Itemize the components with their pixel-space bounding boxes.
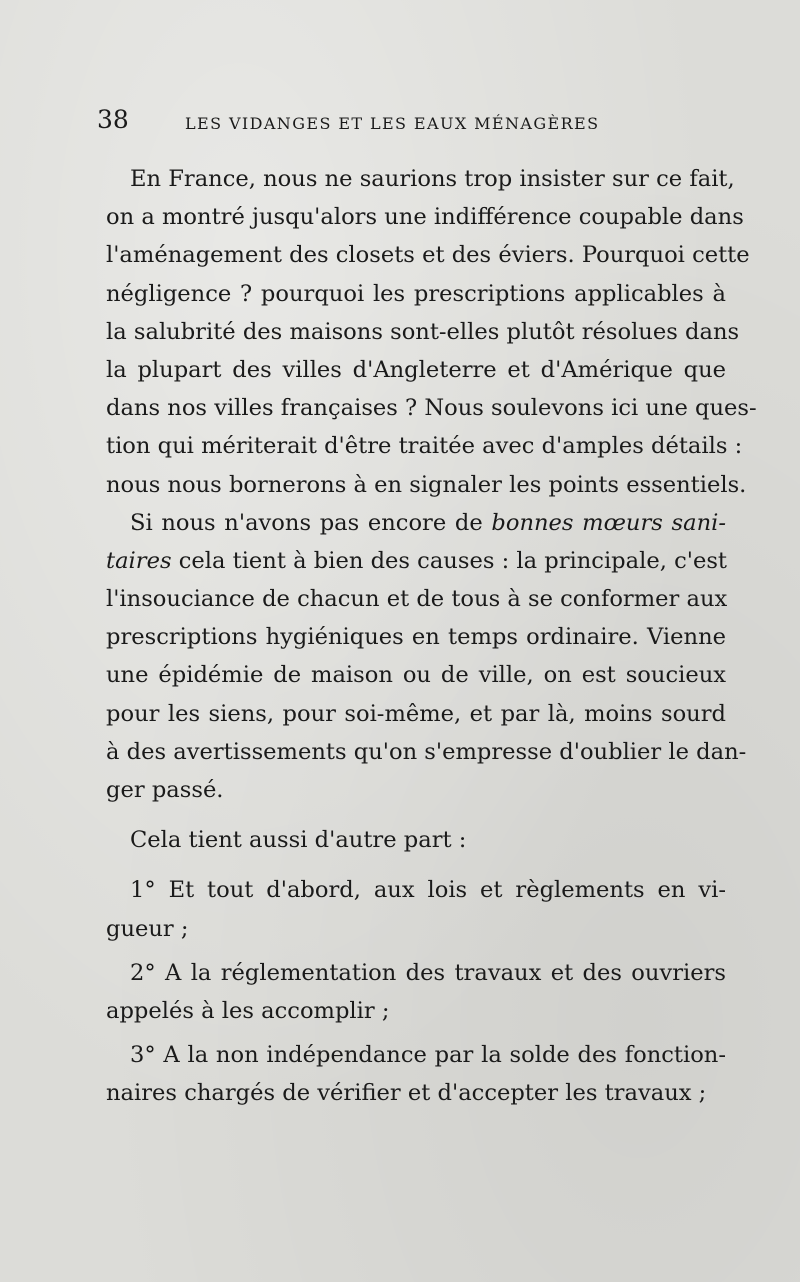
text-line: dans nos villes françaises ? Nous soulevons ici une ques- — [106, 395, 757, 422]
text-line: En France, nous ne saurions trop insister sur ce fait, — [130, 166, 735, 192]
page-header — [97, 104, 642, 144]
text-line: 3° A la non indépendance par la solde des fonction- — [130, 1042, 726, 1069]
text-line — [106, 542, 726, 580]
text-line: appelés à les accomplir ; — [106, 997, 390, 1024]
list-item — [106, 871, 726, 947]
text-line: l'aménagement des closets et des éviers. Pourquoi cette — [106, 242, 750, 269]
text-line: négligence ? pourquoi les prescriptions applicables à — [106, 280, 726, 307]
paragraph-1 — [106, 160, 757, 504]
text-line: 1° Et tout d'abord, aux lois et règlements en vi- — [130, 877, 726, 904]
text-line: une épidémie de maison ou de ville, on est soucieux — [106, 662, 726, 689]
list-item — [106, 954, 726, 1030]
text-line: la plupart des villes d'Angleterre et d'Amérique que — [106, 356, 726, 383]
italic-text: taires — [106, 547, 172, 574]
text-run: Si nous n'avons pas encore de — [130, 509, 492, 536]
text-line: tion qui mériterait d'être traitée avec d'amples détails : — [106, 433, 743, 460]
text-line: nous nous bornerons à en signaler les points essentiels. — [106, 471, 747, 498]
paragraph-3 — [106, 821, 726, 859]
text-line: prescriptions hygiéniques en temps ordinaire. Vienne — [106, 624, 726, 651]
text-line: 2° A la réglementation des travaux et des ouvriers — [130, 959, 726, 986]
text-line: pour les siens, pour soi-même, et par là, moins sourd — [106, 700, 726, 727]
running-title: LES VIDANGES ET LES EAUX MÉNAGÈRES — [185, 114, 600, 133]
text-line: l'insouciance de chacun et de tous à se conformer aux — [106, 586, 728, 613]
page-number: 38 — [97, 105, 129, 134]
text-run: cela tient à bien des causes : la principale, c'est — [171, 547, 727, 574]
text-line — [106, 504, 726, 542]
text-line: gueur ; — [106, 915, 189, 942]
text-line: ger passé. — [106, 777, 224, 803]
italic-text: bonnes mœurs sani- — [491, 509, 726, 536]
text-line: naires chargés de vérifier et d'accepter les travaux ; — [106, 1080, 707, 1107]
text-line: on a montré jusqu'alors une indifférence coupable dans — [106, 204, 744, 231]
list-item — [106, 1036, 726, 1112]
text-line: à des avertissements qu'on s'empresse d'oublier le dan- — [106, 738, 747, 765]
paragraph-2 — [106, 504, 747, 810]
text-line: la salubrité des maisons sont-elles plutôt résolues dans — [106, 318, 740, 345]
text-line: Cela tient aussi d'autre part : — [130, 827, 467, 854]
body-text — [106, 160, 757, 1113]
